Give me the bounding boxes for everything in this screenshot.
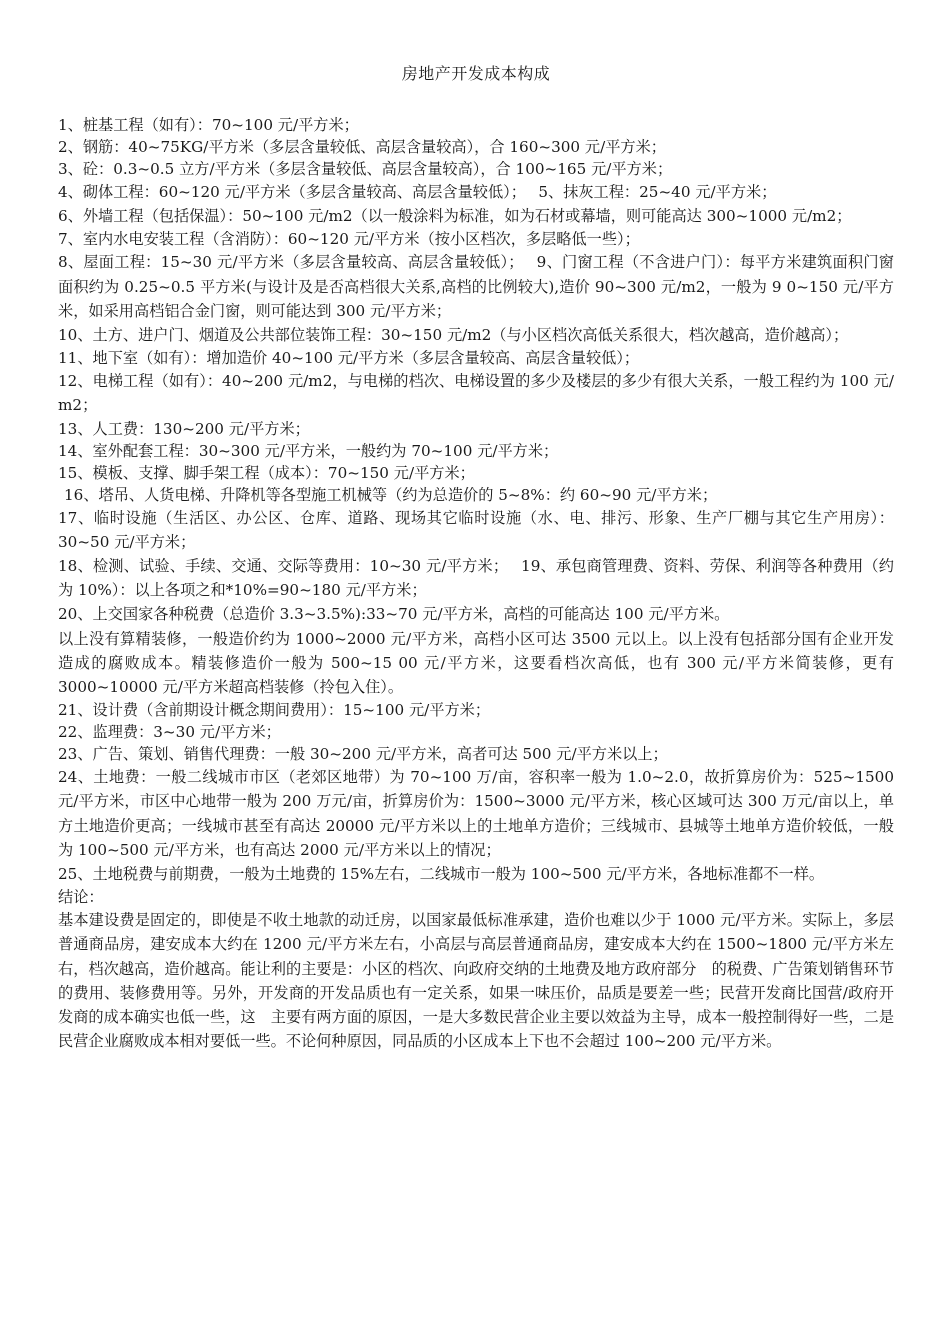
- paragraph-item-21: 21、设计费（含前期设计概念期间费用）：15~100 元/平方米；: [58, 701, 491, 720]
- paragraph-item-4-5: 4、砌体工程：60~120 元/平方米（多层含量较高、高层含量较低）； 5、抹灰工程：25~40 元/平方米；: [58, 183, 777, 201]
- paragraph-item-2: 2、钢筋：40~75KG/平方米（多层含量较低、高层含量较高），合 160~300 元/平方米；: [58, 138, 666, 156]
- paragraph-item-8-9: 8、屋面工程：15~30 元/平方米（多层含量较高、高层含量较低）； 9、门窗工程（不含进户门）：每平方米建筑面积门窗面积约为 0.25~0.5 平方米(与设计及是否高档很大关系,高档的比例较大),造价 90~300 元/m2，一般为 9 0~150 元/平方米，如采用高档铝合金门窗，则可能达到 300 元/平方米；: [58, 253, 894, 320]
- paragraph-item-18-19: 18、检测、试验、手续、交通、交际等费用：10~30 元/平方米； 19、承包商管理费、资料、劳保、利润等各种费用（约为 10%）：以上各项之和*10%=90~180 元/平方米；: [58, 557, 894, 600]
- paragraph-item-20: 20、上交国家各种税费（总造价 3.3~3.5%):33~70 元/平方米，高档的可能高达 100 元/平方米。: [58, 605, 730, 624]
- paragraph-item-25: 25、土地税费与前期费，一般为土地费的 15%左右，二线城市一般为 100~500 元/平方米，各地标准都不一样。: [58, 865, 825, 884]
- paragraph-item-3: 3、砼：0.3~0.5 立方/平方米（多层含量较低、高层含量较高），合 100~165 元/平方米；: [58, 160, 673, 178]
- paragraph-item-11: 11、地下室（如有）：增加造价 40~100 元/平方米（多层含量较高、高层含量较低）；: [58, 349, 640, 368]
- paragraph-item-24: 24、土地费：一般二线城市市区（老郊区地带）为 70~100 万/亩，容积率一般为 1.0~2.0，故折算房价为：525~1500 元/平方米，市区中心地带一般为 200 万元/亩，折算房价为：1500~3000 元/平方米，核心区域可达 300 万元/亩以上，单方土地造价更高；一线城市甚至有高达 20000 元/平方米以上的土地单方造价；三线城市、县城等土地单方造价较低，一般为 100~500 元/平方米，也有高达 2000 元/平方米以上的情况；: [58, 768, 894, 859]
- paragraph-decoration-note: 以上没有算精装修，一般造价约为 1000~2000 元/平方米，高档小区可达 3500 元以上。以上没有包括部分国有企业开发造成的腐败成本。精装修造价一般为 500~15 00 元/平方米，这要看档次高低，也有 300 元/平方米简装修，更有 3000~10000 元/平方米超高档装修（拎包入住）。: [58, 629, 894, 697]
- paragraph-item-14: 14、室外配套工程：30~300 元/平方米，一般约为 70~100 元/平方米；: [58, 441, 559, 460]
- document-title: 房地产开发成本构成: [401, 64, 551, 83]
- document-body: [58, 114, 894, 1053]
- paragraph-item-23: 23、广告、策划、销售代理费：一般 30~200 元/平方米，高者可达 500 元/平方米以上；: [58, 745, 668, 764]
- conclusion-text: 基本建设费是固定的，即使是不收土地款的动迁房，以国家最低标准承建，造价也难以少于 1000 元/平方米。实际上，多层普通商品房，建安成本大约在 1200 元/平方米左右，小高层与高层普通商品房，建安成本大约在 1500~1800 元/平方米左右，档次越高，造价越高。能让利的主要是：小区的档次、向政府交纳的土地费及地方政府部分 的税费、广告策划销售环节的费用、装修费用等。另外，开发商的开发品质也有一定关系，如果一味压价，品质是要差一些；民营开发商比国营/政府开发商的成本确实也低一些，这 主要有两方面的原因，一是大多数民营企业主要以效益为主导，成本一般控制得好一些，二是民营企业腐败成本相对要低一些。不论何种原因，同品质的小区成本上下也不会超过 100~200 元/平方米。: [58, 911, 894, 1051]
- paragraph-item-7: 7、室内水电安装工程（含消防）：60~120 元/平方米（按小区档次，多层略低一些）；: [58, 230, 640, 249]
- paragraph-item-12: 12、电梯工程（如有）：40~200 元/m2，与电梯的档次、电梯设置的多少及楼层的多少有很大关系，一般工程约为 100 元/ m2；: [58, 372, 894, 415]
- paragraph-item-22: 22、监理费：3~30 元/平方米；: [58, 723, 281, 742]
- paragraph-item-13: 13、人工费：130~200 元/平方米；: [58, 419, 310, 438]
- paragraph-item-10: 10、土方、进户门、烟道及公共部位装饰工程：30~150 元/m2（与小区档次高低关系很大，档次越高，造价越高）；: [58, 326, 849, 345]
- conclusion-heading: 结论：: [58, 888, 104, 907]
- paragraph-item-1: 1、桩基工程（如有）：70~100 元/平方米；: [58, 116, 359, 134]
- paragraph-item-6: 6、外墙工程（包括保温）：50~100 元/m2（以一般涂料为标准，如为石材或幕墙，则可能高达 300~1000 元/m2；: [58, 207, 852, 226]
- paragraph-item-15: 15、模板、支撑、脚手架工程（成本）：70~150 元/平方米；: [58, 463, 475, 482]
- paragraph-item-16: 16、塔吊、人货电梯、升降机等各型施工机械等（约为总造价的 5~8%：约 60~90 元/平方米；: [64, 485, 718, 504]
- paragraph-item-17: 17、临时设施（生活区、办公区、仓库、道路、现场其它临时设施（水、电、排污、形象、生产厂棚与其它生产用房）：30~50 元/平方米；: [58, 508, 894, 551]
